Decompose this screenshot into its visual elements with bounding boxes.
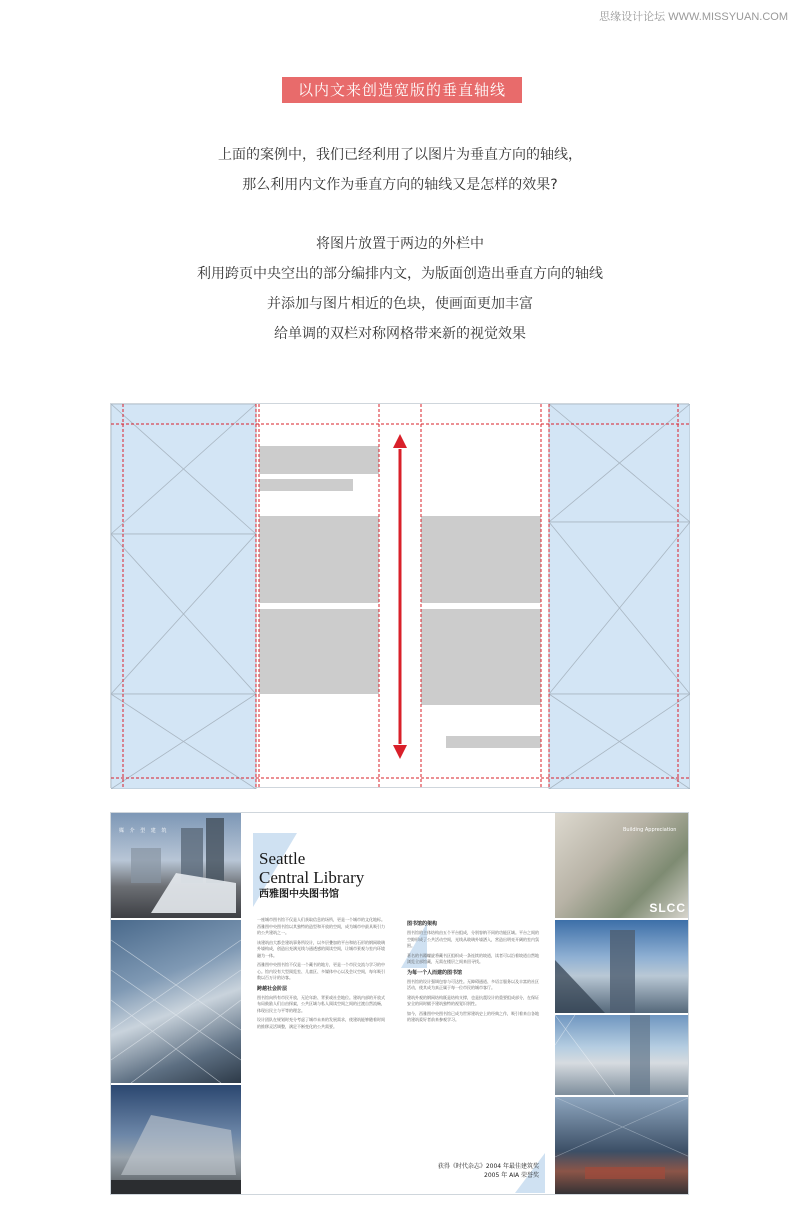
vertical-axis-arrow-icon xyxy=(393,434,407,759)
photo-reading-room xyxy=(555,1097,689,1195)
night-view-art xyxy=(111,1085,241,1195)
skyscraper-art xyxy=(555,920,689,1013)
award-line: 2005 年 AIA 荣誉奖 xyxy=(484,1172,539,1179)
intro-line: 上面的案例中，我们已经利用了以图片为垂直方向的轴线， xyxy=(218,147,582,163)
watermark-text: 思缘设计论坛 WWW.MISSYUAN.COM xyxy=(599,11,788,23)
brochure-spread xyxy=(110,812,689,1195)
right-text-column xyxy=(407,917,539,1027)
intro-line: 将图片放置于两边的外栏中 xyxy=(316,236,484,252)
body-paragraph: 著名的书籍螺旋将藏书区组织成一条连续的坡道，读者可以沿着坡道自然地浏览全部馆藏，无需在楼层之间来回寻找。 xyxy=(407,952,539,964)
photo-caption: Building Appreciation xyxy=(623,827,677,833)
intro-line: 利用跨页中央空出的部分编排内文，为版面创造出垂直方向的轴线 xyxy=(197,266,603,282)
body-paragraph: 建筑外观的钢网结构既是结构支撑，也是抗震设计的重要组成部分，在保证安全的同时赋予建筑独特的视觉识别性。 xyxy=(407,994,539,1006)
glass-facade-art xyxy=(111,920,241,1083)
reading-room-art xyxy=(555,1097,689,1195)
grid-diagram-svg xyxy=(111,404,690,789)
photo-caption: 媒 介 型 建 筑 xyxy=(119,828,169,834)
intro-line: 那么利用内文作为垂直方向的轴线又是怎样的效果? xyxy=(242,177,558,193)
photo-tower-sky xyxy=(555,1015,689,1095)
right-image-placeholders xyxy=(549,404,690,789)
body-paragraph: 一座城市图书馆不仅是人们获取信息的场所，更是一个城市的文化地标。西雅图中央图书馆以其独特的造型和开放的空间，成为城市中最具吸引力的公共建筑之一。 xyxy=(257,917,385,935)
body-paragraph: 西雅图中央图书馆不仅是一个藏书的地方，更是一个市民交流与学习的中心。馆内设有大型阅览室、儿童区、多媒体中心以及会议空间，每年吸引数以百万计的访客。 xyxy=(257,962,385,980)
section-title-banner: 以内文来创造宽版的垂直轴线 xyxy=(282,77,522,103)
photo-glass-facade xyxy=(111,920,241,1083)
award-text xyxy=(411,1162,539,1180)
intro-paragraph-1 xyxy=(0,140,800,200)
body-paragraph: 该建筑由大都会建筑事务所设计，以多层叠加的平台和钻石形的钢网玻璃外墙构成，创造出充满光线与通透感的阅读空间，让城市景观与室内环境融为一体。 xyxy=(257,939,385,958)
photo-sign-text: SLCC xyxy=(649,901,686,915)
brand-line-1: Seattle xyxy=(259,849,306,868)
intro-paragraph-2 xyxy=(0,229,800,349)
column-heading: 图书馆的架构 xyxy=(407,921,438,927)
column-heading: 为每一个人而建的图书馆 xyxy=(407,969,463,976)
photo-library-exterior xyxy=(111,813,241,918)
grid-layout-diagram xyxy=(110,403,689,788)
brochure-title xyxy=(259,849,364,902)
brand-cn: 西雅图中央图书馆 xyxy=(259,889,339,900)
photo-night-view xyxy=(111,1085,241,1195)
body-paragraph: 图书馆向所有市民开放，无论年龄、背景或社会地位。建筑内部的开放式布局鼓励人们自由探索，公共区域与私人阅读空间之间的过渡自然流畅，体现出民主与平等的理念。 xyxy=(257,994,385,1013)
award-line: 获得《时代杂志》2004 年最佳建筑奖 xyxy=(437,1163,539,1170)
intro-line: 并添加与图片相近的色块，使画面更加丰富 xyxy=(267,296,533,312)
left-text-column xyxy=(257,917,385,1033)
photo-interior-lobby xyxy=(555,813,689,918)
left-image-placeholders xyxy=(111,404,256,789)
body-paragraph: 设计团队在规划时充分考虑了城市未来的发展需求，使建筑能够随着时间的推移灵活调整，满足不断变化的公共需要。 xyxy=(257,1017,385,1029)
brand-line-2: Central Library xyxy=(259,868,365,887)
intro-line: 给单调的双栏对称网格带来新的视觉效果 xyxy=(274,326,526,342)
column-heading: 跨越社会阶层 xyxy=(257,985,288,992)
body-paragraph: 图书馆的设计强调包容与可达性。无障碍通道、多语言服务以及丰富的社区活动，使其成为真正属于每一位市民的城市客厅。 xyxy=(407,978,539,990)
body-paragraph: 如今，西雅图中央图书馆已成为世界建筑史上的经典之作，吸引着来自各地的建筑爱好者前来参观学习。 xyxy=(407,1010,539,1022)
tower-sky-art xyxy=(555,1015,689,1095)
body-paragraph: 图书馆的主体结构由五个平台组成，分别容纳不同的功能区域。平台之间的空隙形成了公共活动空间，光线从玻璃外墙洒入，营造出明亮开阔的室内氛围。 xyxy=(407,930,539,948)
photo-skyscraper xyxy=(555,920,689,1013)
